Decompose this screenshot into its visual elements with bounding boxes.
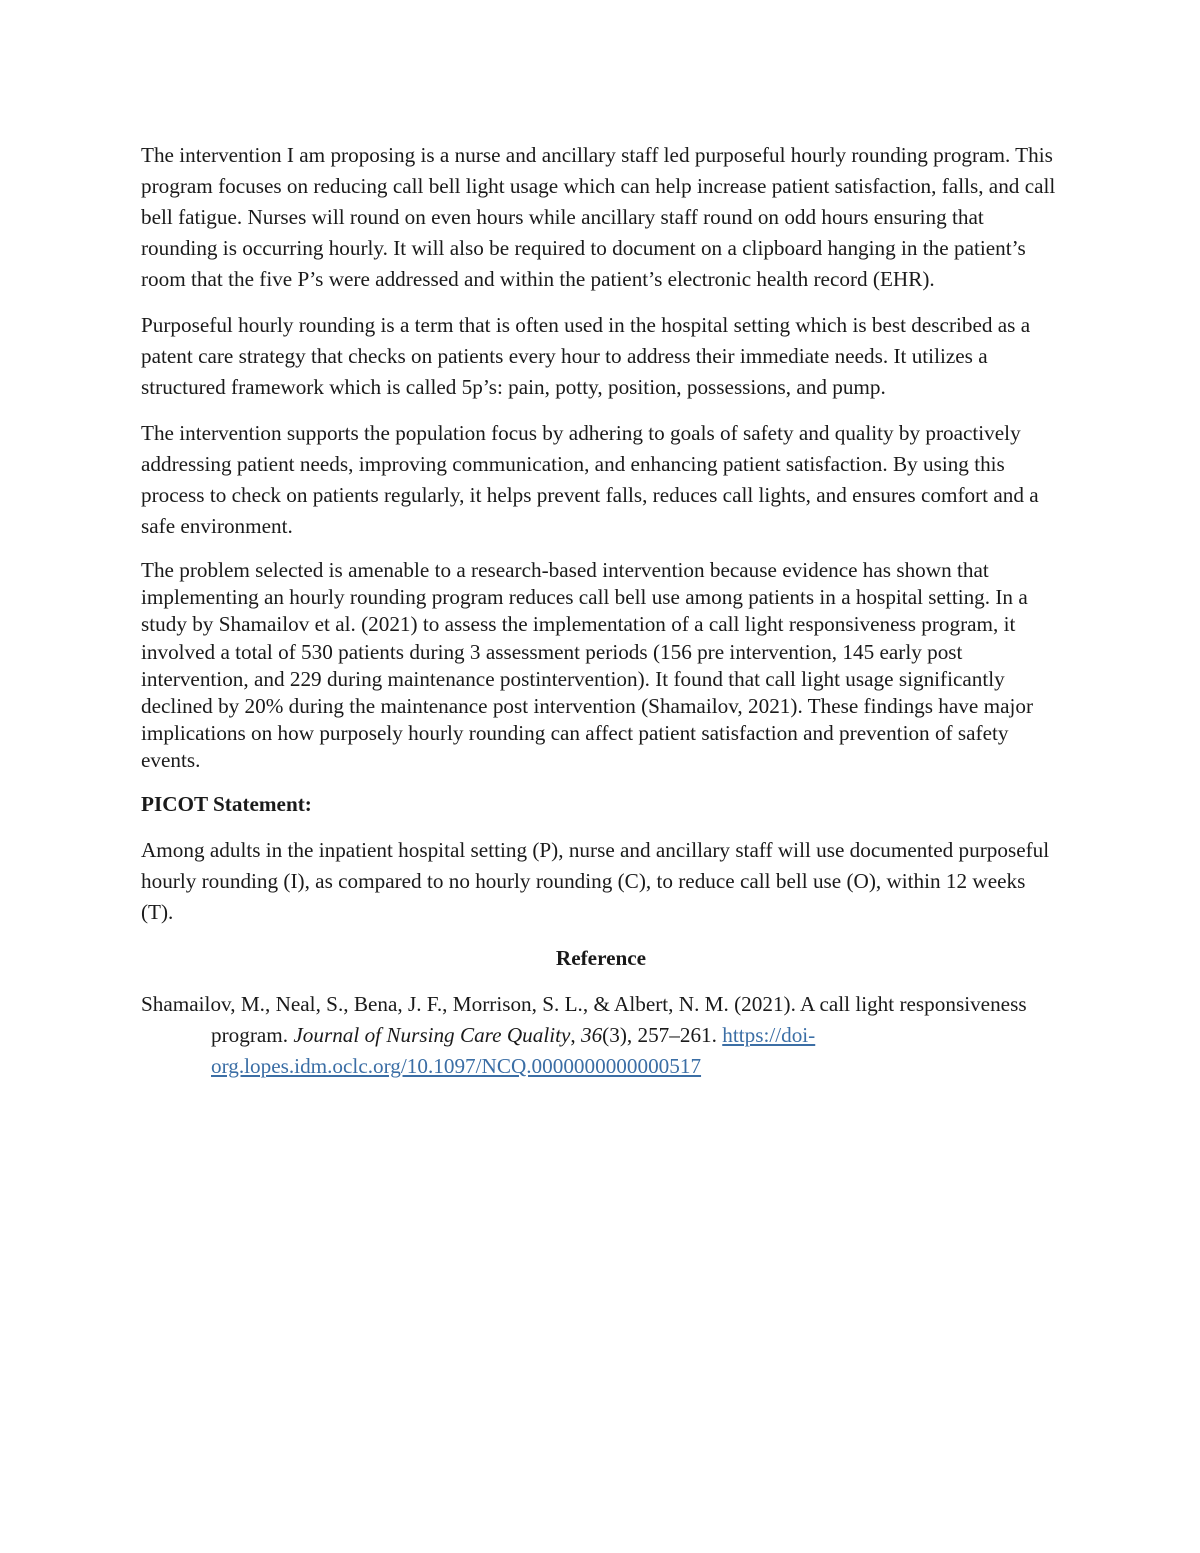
reference-authors: Shamailov, M., Neal, S., Bena, J. F., Morrison, S. L., & Albert, N. M. (2021). A call light responsiveness program. bbox=[141, 991, 1027, 1047]
picot-statement: Among adults in the inpatient hospital setting (P), nurse and ancillary staff will use documented purposeful hourly rounding (I), as compared to no hourly rounding (C), to reduce call bell use (O), within 12 weeks (T). bbox=[141, 837, 1050, 924]
picot-heading: PICOT Statement: bbox=[141, 791, 312, 816]
reference-heading: Reference bbox=[555, 945, 647, 970]
intervention-paragraph: The intervention I am proposing is a nurse and ancillary staff led purposeful hourly rounding program. This program focuses on reducing call bell light usage which can help increase patient satisfaction, falls, and call bell fatigue. Nurses will round on even hours while ancillary staff round on odd hours ensuring that rounding is occurring hourly. It will also be required to document on a clipboard hanging in the patient’s room that the five P’s were addressed and within the patient’s electronic health record (EHR). bbox=[141, 143, 1056, 291]
reference-entry bbox=[141, 989, 1061, 1082]
document-page bbox=[141, 140, 1061, 1082]
evidence-paragraph: The problem selected is amenable to a research-based intervention because evidence has shown that implementing an hourly rounding program reduces call bell use among patients in a hospital setting. In a study by Shamailov et al. (2021) to assess the implementation of a call light responsiveness program, it involved a total of 530 patients during 3 assessment periods (156 pre intervention, 145 early post intervention, and 229 during maintenance postintervention). It found that call light usage significantly declined by 20% during the maintenance post intervention (Shamailov, 2021). These findings have major implications on how purposely hourly rounding can affect patient satisfaction and prevention of safety events. bbox=[141, 558, 1034, 773]
reference-volume: 36 bbox=[580, 1022, 603, 1047]
reference-issue-pages: (3), 257–261. bbox=[602, 1022, 723, 1047]
reference-doi-link[interactable]: https://doi-org.lopes.idm.oclc.org/10.1097/NCQ.0000000000000517 bbox=[211, 1022, 816, 1078]
definition-paragraph: Purposeful hourly rounding is a term that is often used in the hospital setting which is best described as a patent care strategy that checks on patients every hour to address their immediate needs. It utilizes a structured framework which is called 5p’s: pain, potty, position, possessions, and pump. bbox=[141, 313, 1031, 399]
population-focus-paragraph: The intervention supports the population focus by adhering to goals of safety and quality by proactively addressing patient needs, improving communication, and enhancing patient satisfaction. By using this process to check on patients regularly, it helps prevent falls, reduces call lights, and ensures comfort and a safe environment. bbox=[141, 421, 1039, 538]
reference-journal: Journal of Nursing Care Quality bbox=[293, 1022, 571, 1047]
reference-separator: , bbox=[570, 1022, 581, 1047]
